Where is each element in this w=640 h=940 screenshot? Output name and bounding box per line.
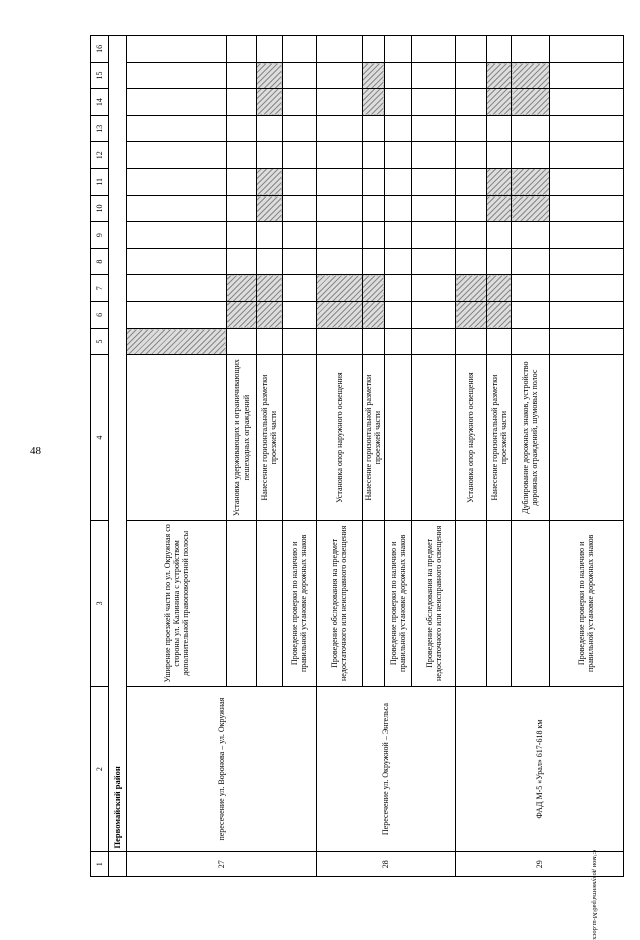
task-cell: Проведение обследования на предмет недостаточного или неисправного освещения xyxy=(412,520,456,686)
column-number: 2 xyxy=(91,686,109,852)
rotated-table-container xyxy=(90,35,624,877)
column-number: 10 xyxy=(91,195,109,222)
column-number: 11 xyxy=(91,169,109,196)
page-number: 48 xyxy=(30,445,41,457)
column-number: 5 xyxy=(91,328,109,355)
task-cell xyxy=(512,520,550,686)
task-cell: Установка удерживающих и ограничивающих пешеходных ограждений xyxy=(227,355,256,521)
hatched-cell xyxy=(316,275,362,302)
hatched-cell xyxy=(512,62,550,89)
hatched-cell xyxy=(227,302,256,329)
hatched-cell xyxy=(456,275,487,302)
column-number: 4 xyxy=(91,355,109,521)
location-cell: Пересечение ул. Окружной – Энгельса xyxy=(316,686,455,852)
task-cell xyxy=(412,355,456,521)
task-cell xyxy=(283,355,317,521)
row-number: 29 xyxy=(456,852,624,877)
hatched-cell xyxy=(512,89,550,116)
hatched-cell xyxy=(456,302,487,329)
hatched-cell xyxy=(512,195,550,222)
hatched-cell xyxy=(486,169,511,196)
hatched-cell xyxy=(362,62,384,89)
row-number: 27 xyxy=(126,852,316,877)
hatched-cell xyxy=(486,89,511,116)
hatched-cell xyxy=(486,302,511,329)
task-cell xyxy=(126,355,227,521)
hatched-cell xyxy=(126,328,227,355)
hatched-cell xyxy=(316,302,362,329)
hatched-cell xyxy=(256,62,282,89)
hatched-cell xyxy=(362,275,384,302)
task-cell xyxy=(456,520,487,686)
hatched-cell xyxy=(486,195,511,222)
hatched-cell xyxy=(227,275,256,302)
hatched-cell xyxy=(256,275,282,302)
row-number: 28 xyxy=(316,852,455,877)
hatched-cell xyxy=(512,169,550,196)
task-cell xyxy=(486,520,511,686)
task-cell: Проведение проверки по наличию и правильной установке дорожных знаков xyxy=(549,520,623,686)
location-cell: пересечение ул. Воронова – ул. Окружная xyxy=(126,686,316,852)
hatched-cell xyxy=(256,302,282,329)
task-cell: Установка опор наружного освещения xyxy=(456,355,487,521)
hatched-cell xyxy=(256,169,282,196)
column-number: 3 xyxy=(91,520,109,686)
column-number: 9 xyxy=(91,222,109,249)
task-cell xyxy=(384,355,411,521)
table-row xyxy=(456,36,487,877)
district-title: Первомайский район xyxy=(109,36,126,852)
task-cell xyxy=(362,520,384,686)
column-number: 12 xyxy=(91,142,109,169)
column-number: 14 xyxy=(91,89,109,116)
column-number: 6 xyxy=(91,302,109,329)
task-cell: Нанесение горизонтальной разметки проезжей части xyxy=(486,355,511,521)
task-cell: Проведение проверки по наличию и правильной установке дорожных знаков xyxy=(283,520,317,686)
task-cell: Дублирование дорожных знаков, устройство дорожных ограждений, шумовых полос xyxy=(512,355,550,521)
schedule-table xyxy=(90,35,624,877)
column-number: 15 xyxy=(91,62,109,89)
hatched-cell xyxy=(486,275,511,302)
hatched-cell xyxy=(256,195,282,222)
column-number: 13 xyxy=(91,115,109,142)
column-number: 7 xyxy=(91,275,109,302)
column-number-row xyxy=(91,36,109,877)
location-cell: ФАД М-5 «Урал» 617-618 км xyxy=(456,686,624,852)
district-title-row xyxy=(109,36,126,877)
task-cell xyxy=(549,355,623,521)
hatched-cell xyxy=(362,302,384,329)
task-cell: Проведение обследования на предмет недостаточного или неисправного освещения xyxy=(316,520,362,686)
column-number: 8 xyxy=(91,248,109,275)
footer-file-path: c:\мои документы\раб\М-ш.docx xyxy=(591,850,598,940)
task-cell xyxy=(227,520,256,686)
task-cell: Нанесение горизонтальной разметки проезжей части xyxy=(362,355,384,521)
task-cell: Проведение проверки по наличию и правильной установке дорожных знаков xyxy=(384,520,411,686)
task-cell: Нанесение горизонтальной разметки проезжей части xyxy=(256,355,282,521)
task-cell: Уширение проезжей части по ул. Окружная со стороны ул. Калинина с устройством дополнительной правоповоротной полосы xyxy=(126,520,227,686)
hatched-cell xyxy=(362,89,384,116)
column-number: 1 xyxy=(91,852,109,877)
table-row xyxy=(316,36,362,877)
table-row xyxy=(126,36,227,877)
task-cell: Установка опор наружного освещения xyxy=(316,355,362,521)
hatched-cell xyxy=(256,89,282,116)
column-number: 16 xyxy=(91,36,109,63)
hatched-cell xyxy=(486,62,511,89)
task-cell xyxy=(256,520,282,686)
